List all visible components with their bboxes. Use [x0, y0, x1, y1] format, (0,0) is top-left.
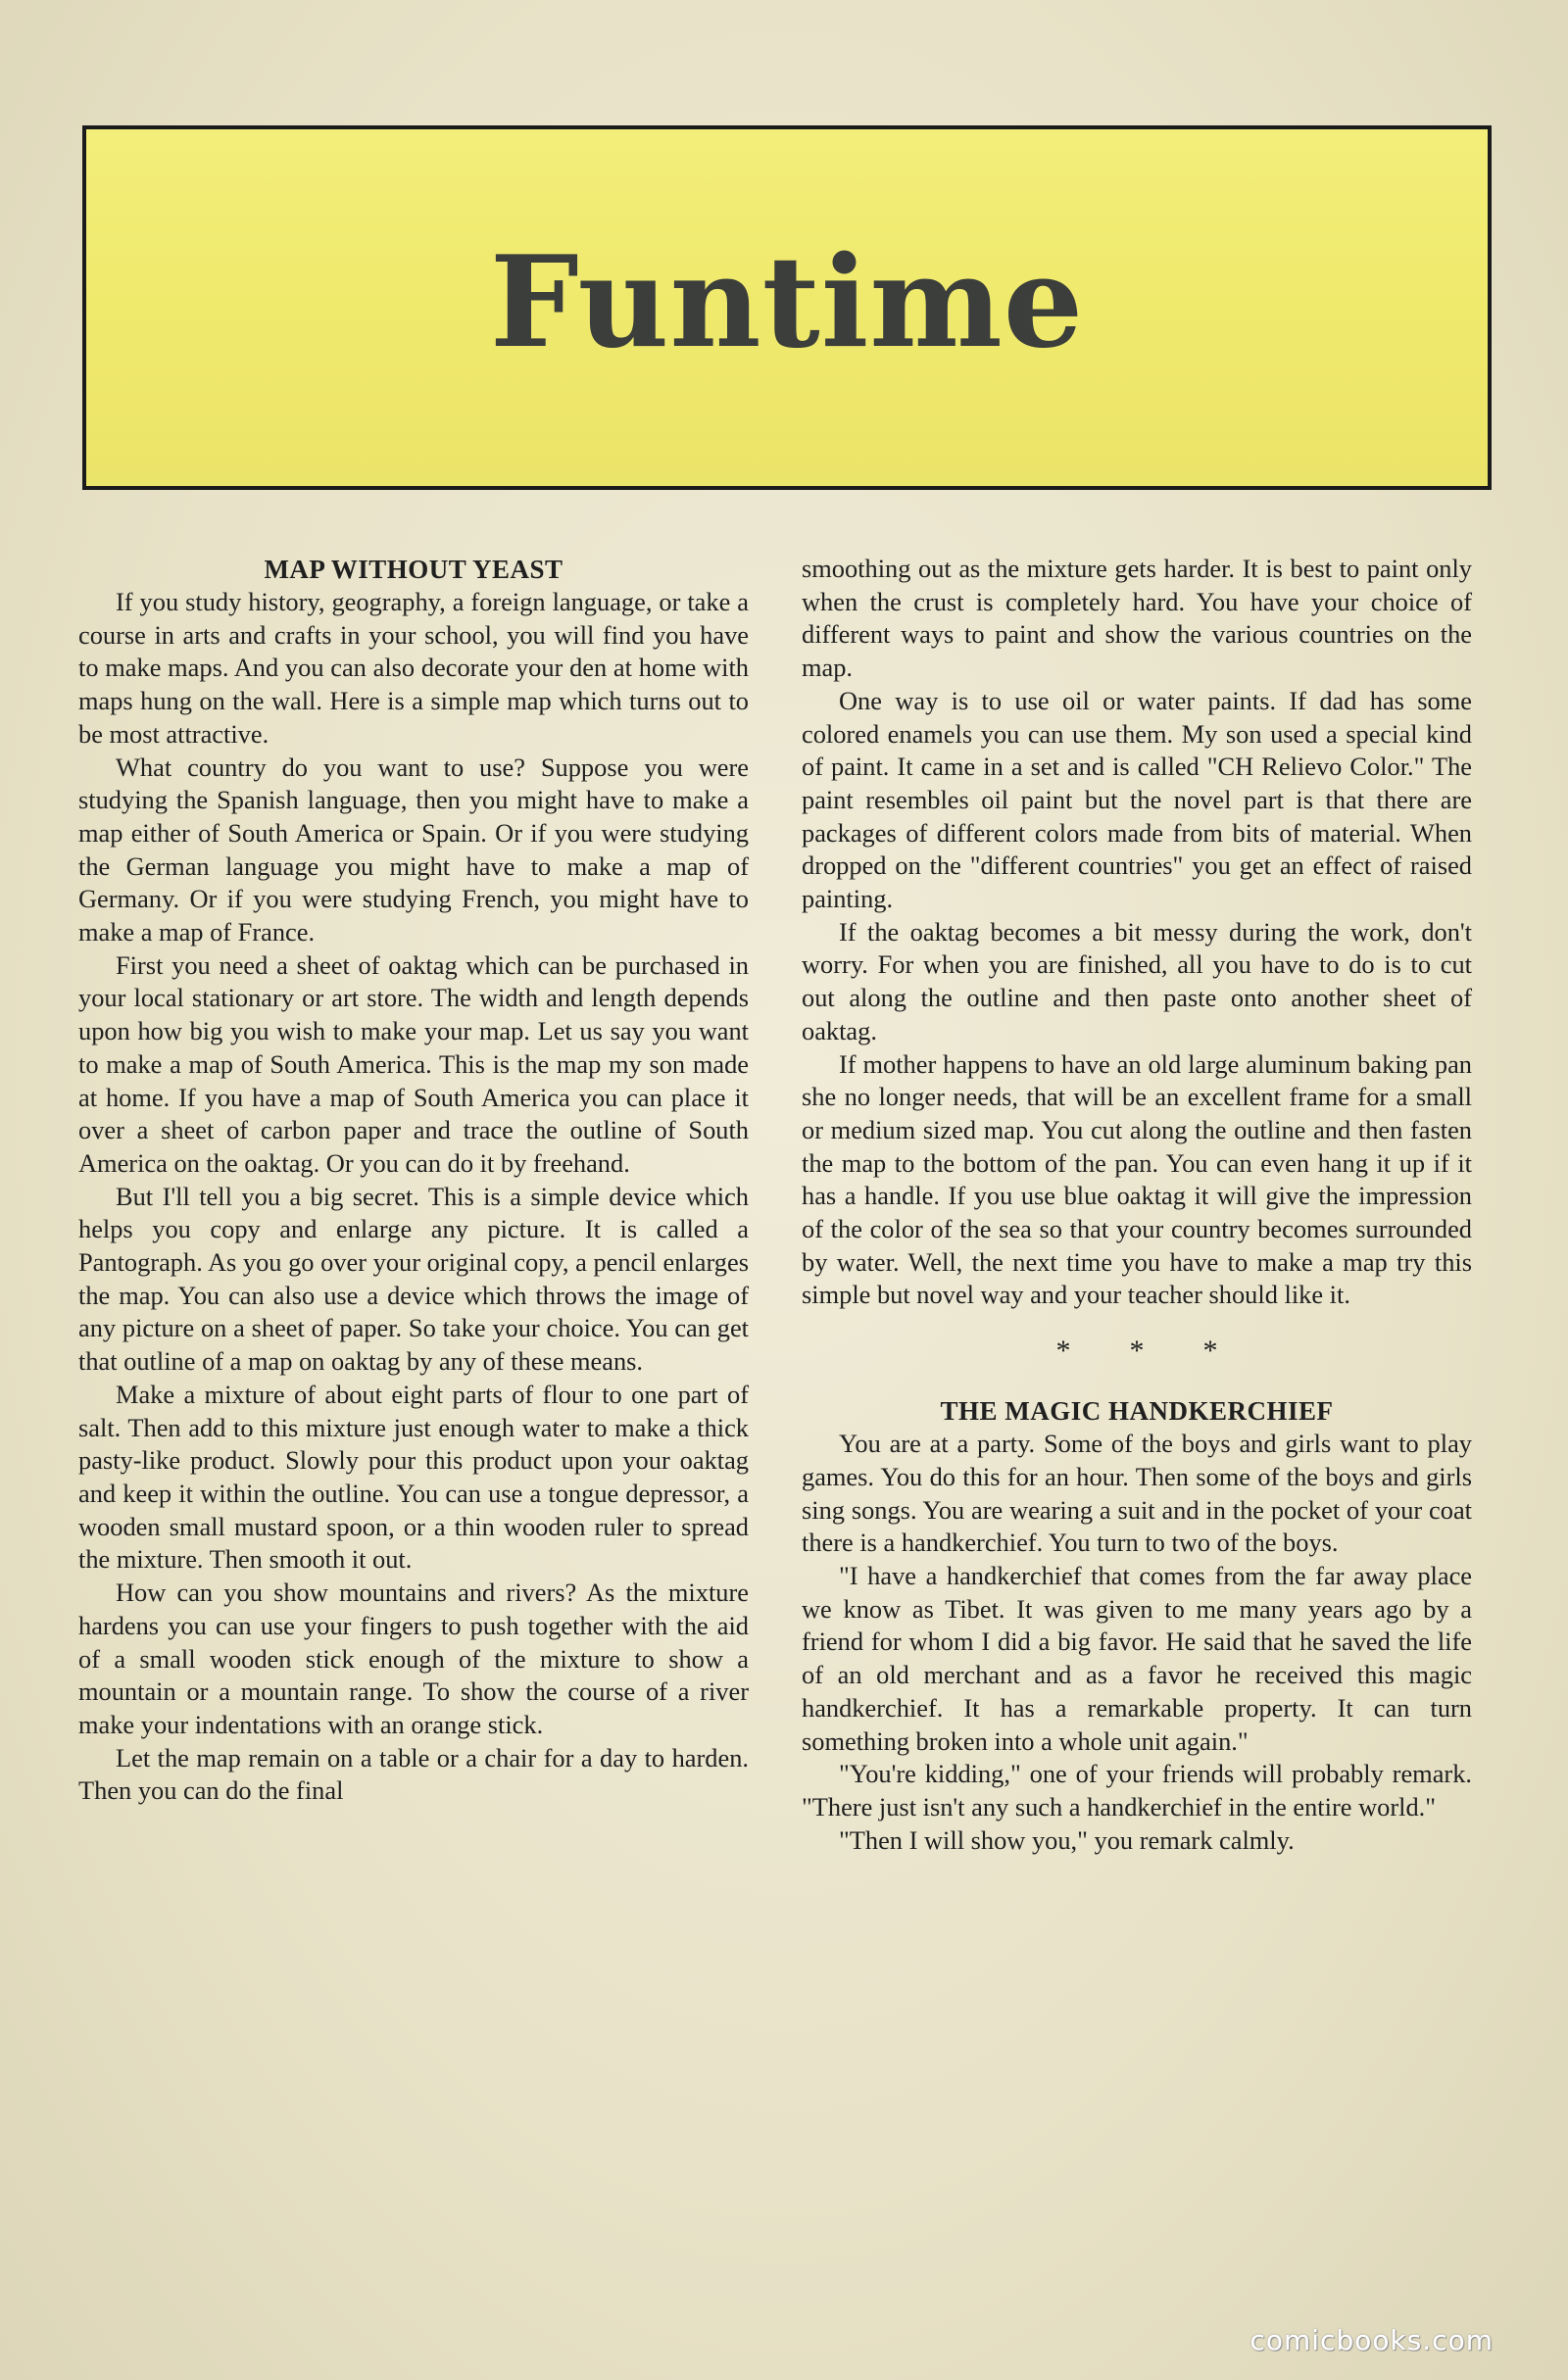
- article-paragraph: If the oaktag becomes a bit messy during the work, don't worry. For when you are finished, all you have to do is to cut out along the outline and then paste onto another sheet of oaktag.: [802, 916, 1472, 1045]
- article-heading-magic-handkerchief: THE MAGIC HANDKERCHIEF: [940, 1396, 1334, 1427]
- article-paragraph: What country do you want to use? Suppose you were studying the Spanish language, then you might have to make a map either of South America or Spain. Or if you were studying the German language you might have to make a map of Germany. Or if you were studying French, you might have to make a map of France.: [78, 752, 749, 947]
- article-paragraph: If mother happens to have an old large aluminum baking pan she no longer needs, that will be an excellent frame for a small or medium sized map. You cut along the outline and then fasten the map to the bottom of the pan. You can even hang it up if it has a handle. If you use blue oaktag it will give the impression of the color of the sea so that your country becomes surrounded by water. Well, the next time you have to make a map try this simple but novel way and your teacher should like it.: [802, 1048, 1472, 1310]
- article-paragraph: Let the map remain on a table or a chair for a day to harden. Then you can do the final: [78, 1742, 749, 1806]
- separator-star: *: [1202, 1335, 1218, 1368]
- right-column: [802, 553, 1472, 1857]
- article-paragraph: "You're kidding," one of your friends will probably remark. "There just isn't any such a handkerchief in the entire world.": [802, 1759, 1472, 1821]
- article-paragraph: You are at a party. Some of the boys and girls want to play games. You do this for an hour. Then some of the boys and girls sing songs. You are wearing a suit and in the pocket of your coat there is a handkerchief. You turn to two of the boys.: [802, 1429, 1472, 1558]
- article-paragraph: "I have a handkerchief that comes from the far away place we know as Tibet. It was given to me many years ago by a friend for whom I did a big favor. He said that he saved the life of an old merchant and as a favor he received this magic handkerchief. It has a remarkable property. It can turn something broken into a whole unit again.": [802, 1560, 1472, 1756]
- separator-star: *: [1129, 1335, 1145, 1368]
- page-title: Funtime: [489, 229, 1085, 376]
- separator-star: *: [1055, 1335, 1071, 1368]
- title-banner: [82, 125, 1492, 490]
- article-paragraph: Make a mixture of about eight parts of flour to one part of salt. Then add to this mixture just enough water to make a thick pasty-like product. Slowly pour this product upon your oaktag and keep it within the outline. You can use a tongue depressor, a wooden small mustard spoon, or a thin wooden ruler to spread the mixture. Then smooth it out.: [78, 1379, 749, 1575]
- section-separator: [802, 1324, 1472, 1379]
- article-heading-map-without-yeast: MAP WITHOUT YEAST: [264, 555, 564, 584]
- site-watermark: comicbooks.com: [1250, 2324, 1494, 2356]
- article-paragraph: If you study history, geography, a foreign language, or take a course in arts and crafts in your school, you will find you have to make maps. And you can also decorate your den at home with maps hung on the wall. Here is a simple map which turns out to be most attractive.: [78, 587, 749, 749]
- article-paragraph: "Then I will show you," you remark calmly.: [839, 1824, 1295, 1855]
- article-paragraph: First you need a sheet of oaktag which can be purchased in your local stationary or art store. The width and length depends upon how big you wish to make your map. Let us say you want to make a map of South America. This is the map my son made at home. If you have a map of South America you can place it over a sheet of carbon paper and trace the outline of South America on the oaktag. Or you can do it by freehand.: [78, 949, 749, 1178]
- article-paragraph: One way is to use oil or water paints. If dad has some colored enamels you can use them. My son used a special kind of paint. It came in a set and is called "CH Relievo Color." The paint resembles oil paint but the novel part is that there are packages of different colors made from bits of material. When dropped on the "different countries" you get an effect of raised painting.: [802, 685, 1472, 914]
- article-paragraph: But I'll tell you a big secret. This is a simple device which helps you copy and enlarge any picture. It is called a Pantograph. As you go over your original copy, a pencil enlarges the map. You can also use a device which throws the image of any picture on a sheet of paper. So take your choice. You can get that outline of a map on oaktag by any of these means.: [78, 1181, 749, 1377]
- article-paragraph: How can you show mountains and rivers? As the mixture hardens you can use your fingers to push together with the aid of a small wooden stick enough of the mixture to show a mountain or a mountain range. To show the course of a river make your indentations with an orange stick.: [78, 1578, 749, 1739]
- article-continuation: smoothing out as the mixture gets harder. It is best to paint only when the crust is completely hard. You have your choice of different ways to paint and show the various countries on the map.: [802, 554, 1472, 683]
- left-column: [78, 553, 749, 1808]
